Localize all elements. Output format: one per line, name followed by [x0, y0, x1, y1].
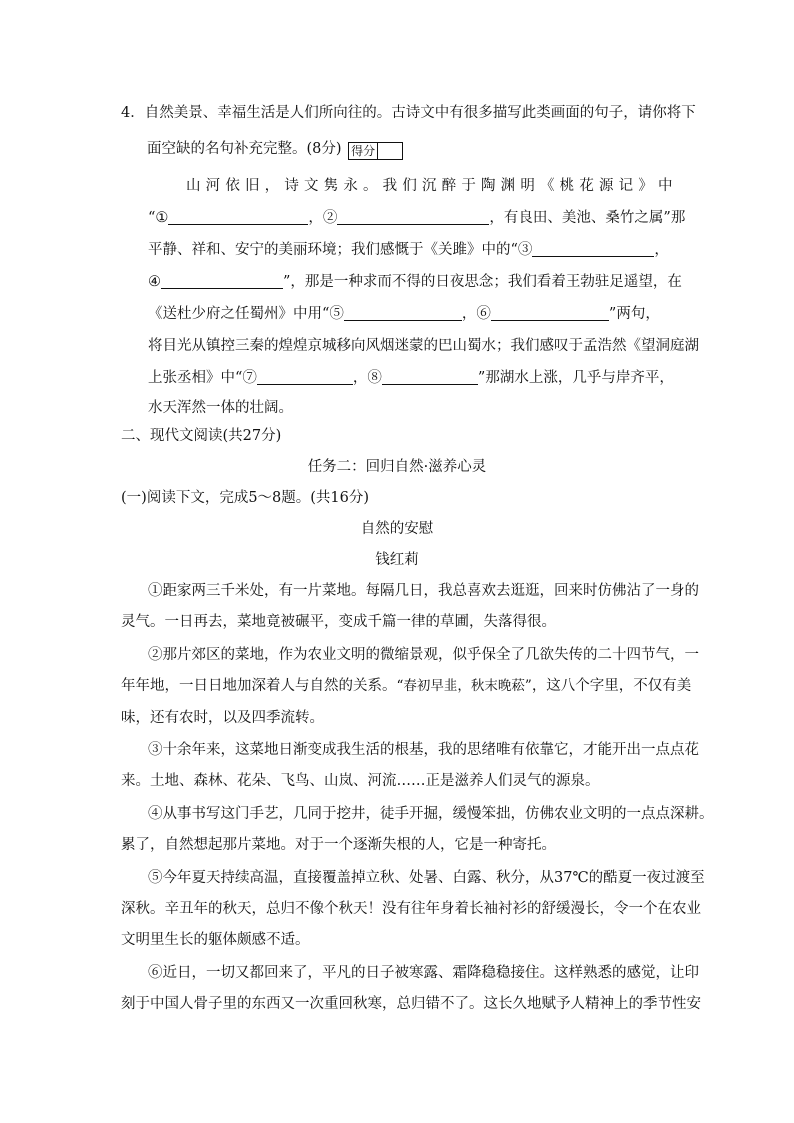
paragraph-3-line-1: ③十余年来，这菜地日渐变成我生活的根基，我的思绪唯有依靠它，才能开出一点点花 — [148, 742, 699, 758]
passage-line-8: 水天浑然一体的壮阔。 — [148, 400, 293, 416]
blank-5[interactable] — [344, 304, 462, 321]
article-author: 钱红莉 — [375, 552, 419, 568]
score-label: 得分 — [349, 143, 378, 159]
passage-line-5: 《送杜少府之任蜀州》中用“⑤ ，⑥ ”两句， — [148, 306, 660, 322]
score-box — [348, 142, 403, 160]
paragraph-3-line-2: 来。土地、森林、花朵、飞鸟、山岚、河流……正是滋养人们灵气的源泉。 — [121, 773, 600, 789]
blank-2[interactable] — [337, 208, 489, 225]
paragraph-2-line-1: ②那片郊区的菜地，作为农业文明的微缩景观，似乎保全了几欲失传的二十四节气，一 — [148, 647, 699, 663]
quoted-saying: “春初早韭，秋末晚菘” — [396, 678, 532, 694]
paragraph-5-line-3: 文明里生长的躯体颇感不适。 — [121, 932, 310, 948]
paragraph-4-line-2: 累了，自然想起那片菜地。对于一个逐渐失根的人，它是一种寄托。 — [121, 837, 556, 853]
passage-line-7: 上张丞相》中“⑦ ，⑧ ”那湖水上涨，几乎与岸齐平， — [148, 370, 674, 386]
sub-heading: (一)阅读下文，完成5～8题。(共16分) — [121, 490, 370, 506]
question-4-line-1: 4．自然美景、幸福生活是人们所向往的。古诗文中有很多描写此类画面的句子，请你将下 — [121, 105, 696, 121]
paragraph-4-line-1: ④从事书写这门手艺，几同于挖井，徒手开掘，缓慢笨拙，仿佛农业文明的一点点深耕。 — [148, 806, 714, 822]
paragraph-6-line-2: 刻于中国人骨子里的东西又一次重回秋寒，总归错不了。这长久地赋予人精神上的季节性安 — [121, 996, 701, 1012]
blank-3[interactable] — [532, 240, 654, 257]
passage-line-4: ④ ”，那是一种求而不得的日夜思念；我们看着王勃驻足遥望，在 — [148, 274, 682, 290]
blank-6[interactable] — [491, 304, 609, 321]
article-title: 自然的安慰 — [360, 521, 434, 537]
blank-1[interactable] — [168, 208, 308, 225]
paragraph-1-line-1: ①距家两三千米处，有一片菜地。每隔几日，我总喜欢去逛逛，回来时仿佛沾了一身的 — [148, 583, 699, 599]
blank-7[interactable] — [257, 368, 353, 385]
paragraph-6-line-1: ⑥近日，一切又都回来了，平凡的日子被寒露、霜降稳稳接住。这样熟悉的感觉，让印 — [148, 965, 699, 981]
paragraph-1-line-2: 灵气。一日再去，菜地竟被碾平，变成千篇一律的草圃，失落得很。 — [121, 614, 556, 630]
passage-line-3: 平静、祥和、安宁的美丽环境；我们感慨于《关雎》中的“③ ， — [148, 242, 669, 258]
passage-line-1: 山河依旧，诗文隽永。我们沉醉于陶渊明《桃花源记》中 — [186, 178, 674, 194]
blank-8[interactable] — [382, 368, 478, 385]
question-4-line-2: 面空缺的名句补充完整。(8分) 得分 — [147, 139, 403, 160]
paragraph-2-line-2: 年年地，一日日地加深着人与自然的关系。“春初早韭，秋末晚菘”，这八个字里，不仅有美 — [121, 678, 692, 694]
paragraph-5-line-1: ⑤今年夏天持续高温，直接覆盖掉立秋、处暑、白露、秋分，从37℃的酷夏一夜过渡至 — [148, 870, 705, 886]
passage-line-6: 将目光从镇控三秦的煌煌京城移向风烟迷蒙的巴山蜀水；我们感叹于孟浩然《望洞庭湖 — [148, 338, 699, 354]
blank-4[interactable] — [161, 272, 283, 289]
paragraph-5-line-2: 深秋。辛丑年的秋天，总归不像个秋天！没有往年身着长袖衬衫的舒缓漫长，令一个在农业 — [121, 901, 701, 917]
section-heading: 二、现代文阅读(共27分) — [121, 428, 282, 444]
paragraph-2-line-3: 味，还有农时，以及四季流转。 — [121, 710, 324, 726]
passage-line-2: “① ，② ，有良田、美池、桑竹之属”那 — [148, 210, 686, 226]
task-title: 任务二：回归自然·滋养心灵 — [307, 459, 487, 475]
